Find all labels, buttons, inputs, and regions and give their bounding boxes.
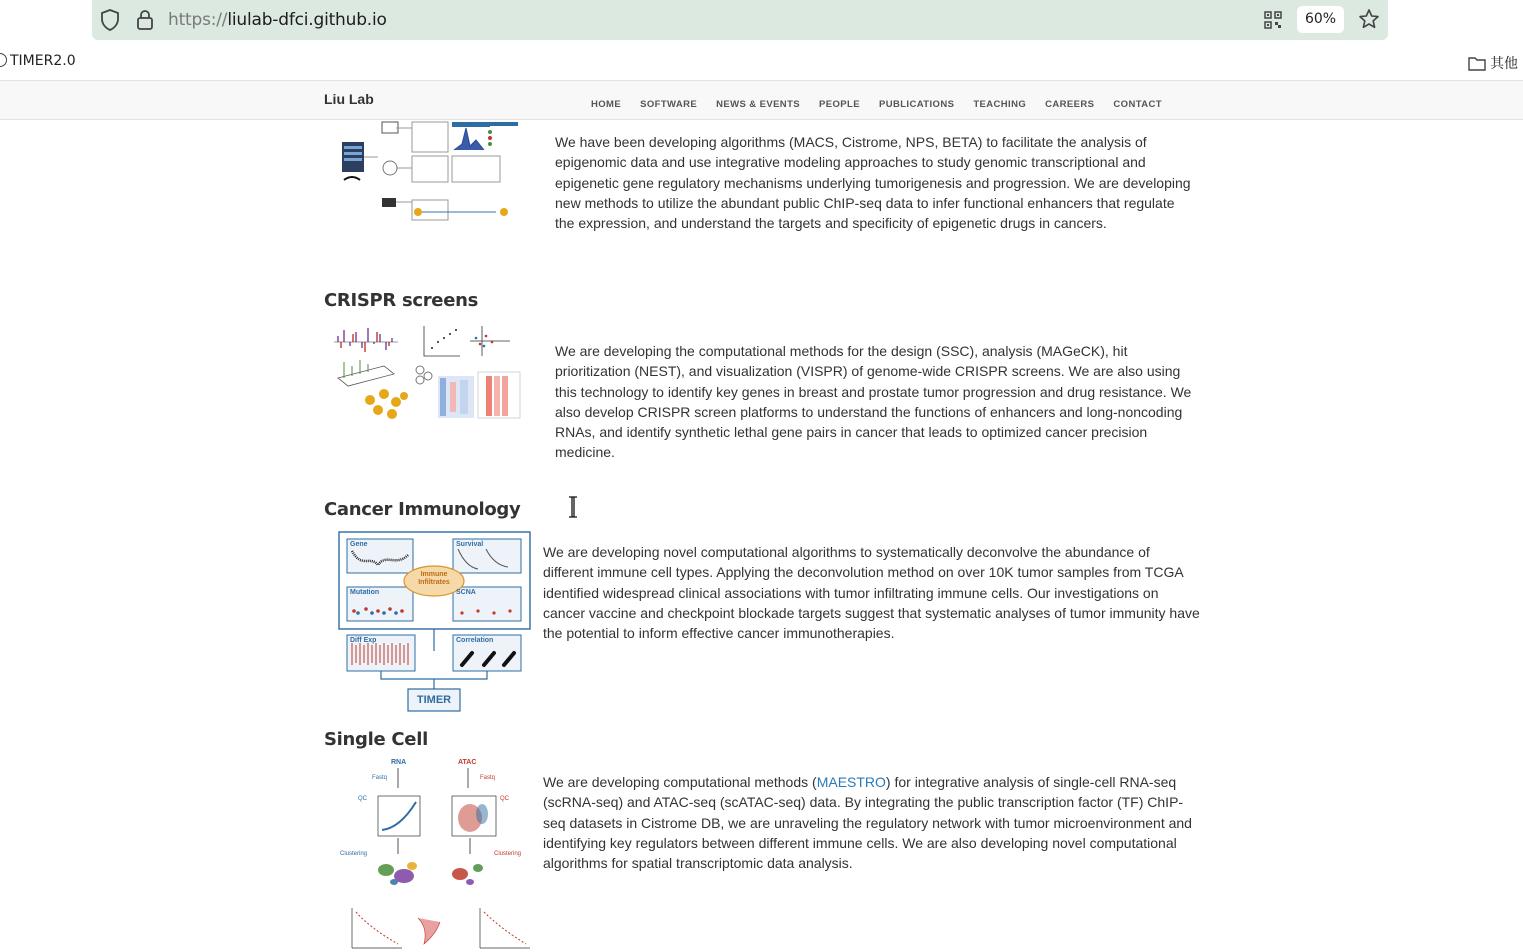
- nav-software[interactable]: SOFTWARE: [640, 99, 698, 110]
- browser-toolbar: [0, 0, 1523, 44]
- nav-links: [591, 94, 1162, 112]
- nav-people[interactable]: PEOPLE: [819, 99, 860, 110]
- center-label-line2: Infiltrates: [418, 579, 450, 586]
- crispr-heading: CRISPR screens: [324, 290, 479, 311]
- site-navbar: [0, 81, 1523, 120]
- bookmark-star-icon[interactable]: [1358, 8, 1380, 35]
- immunology-box-diffexp: Diff Exp: [350, 637, 377, 644]
- text-cursor-icon: [568, 496, 578, 518]
- bookmark-label: TIMER2.0: [10, 53, 76, 69]
- immunology-box-correlation: Correlation: [456, 637, 494, 644]
- crispr-text: We are developing the computational methods for the design (SSC), analysis (MAGeCK), hit prioritization (NEST), and visualization (VISPR) of genome-wide CRISPR screens. We are also using this technology to identify key genes in breast and prostate tumor progression and drug resistance. We also develop CRISPR screen platforms to understand the functions of enhancers and long-noncoding RNAs, and identify synthetic lethal gene pairs in cancer that leads to optimized cancer precision medicine.: [555, 343, 1192, 461]
- bookmark-label: 其他: [1490, 56, 1518, 72]
- qr-code-icon[interactable]: [1264, 11, 1282, 34]
- url-host: liulab-dfci.github.io: [227, 10, 387, 30]
- folder-icon: [1468, 56, 1486, 71]
- sc-qc-left: QC: [358, 796, 367, 802]
- immunology-box-survival: Survival: [456, 541, 484, 548]
- bookmarks-bar: [0, 44, 1523, 81]
- bookmark-other-folder[interactable]: [1468, 53, 1518, 73]
- nav-contact[interactable]: CONTACT: [1113, 99, 1162, 110]
- center-label-line1: Immune: [420, 571, 448, 578]
- singlecell-text-part1: We are developing computational methods (: [543, 774, 817, 790]
- immunology-box-gene: Gene: [350, 541, 368, 548]
- url-text[interactable]: [168, 10, 387, 30]
- sc-fastq-left: Fastq: [372, 775, 388, 781]
- nav-news-events[interactable]: NEWS & EVENTS: [716, 99, 801, 110]
- immunology-heading: Cancer Immunology: [324, 499, 521, 520]
- maestro-link[interactable]: MAESTRO: [816, 774, 886, 790]
- nav-teaching[interactable]: TEACHING: [973, 99, 1027, 110]
- address-bar[interactable]: [92, 0, 1388, 40]
- globe-icon: [0, 53, 7, 67]
- bookmark-timer[interactable]: [0, 53, 76, 69]
- nav-publications[interactable]: PUBLICATIONS: [878, 99, 955, 110]
- crispr-figure: [334, 322, 530, 422]
- site-brand[interactable]: Liu Lab: [324, 91, 374, 107]
- sc-clustering-right: Clustering: [494, 851, 522, 857]
- immunology-center-label: [404, 571, 464, 587]
- epigenomics-text: We have been developing algorithms (MACS, Cistrome, NPS, BETA) to facilitate the analysis of epigenomic data and use integrative modeling approaches to study genomic transcriptional and epigenetic gene regulatory mechanisms underlying tumorigenesis and progression. We are developing new methods to utilize the abundant public ChIP-seq data to infer functional enhancers that regulate the expression, and understand the targets and specificity of epigenetic drugs in cancers.: [555, 134, 1191, 232]
- immunology-figure: [338, 531, 532, 713]
- immunology-box-scna: SCNA: [456, 589, 476, 596]
- sc-atac-label: ATAC: [458, 759, 477, 766]
- zoom-level-badge[interactable]: 60%: [1297, 6, 1344, 33]
- immunology-text: We are developing novel computational algorithms to systematically deconvolve the abundance of different immune cell types. Applying the deconvolution method on over 10K tumor samples from TCGA identified widespread clinical associations with tumor infiltrating immune cells. Our investigations on cancer vaccine and checkpoint blockade targets suggest that systematic analyses of tumor immunity have the potential to inform effective cancer immunotherapies.: [543, 544, 1200, 642]
- sc-rna-label: RNA: [391, 759, 407, 766]
- nav-home[interactable]: HOME: [591, 99, 622, 110]
- immunology-timer-label: TIMER: [416, 694, 452, 706]
- shield-icon[interactable]: [100, 9, 120, 36]
- immunology-box-mutation: Mutation: [350, 589, 380, 596]
- sc-fastq-right: Fastq: [480, 775, 496, 781]
- singlecell-heading: Single Cell: [324, 729, 428, 750]
- lock-icon[interactable]: [136, 9, 154, 36]
- singlecell-text: [543, 772, 1203, 873]
- singlecell-text-part2: ) for integrative analysis of single-cell RNA-seq (scRNA-seq) and ATAC-seq (scATAC-seq) data. By integrating the public transcription factor (TF) ChIP-seq datasets in Cistrome DB, we are unraveling the regulatory network with tumor microenvironment and identifying key regulators between different immune cells. We are also developing novel computational algorithms for spatial transcriptomic data analysis.: [543, 774, 1192, 872]
- sc-qc-right: QC: [500, 796, 509, 802]
- sc-clustering-left: Clustering: [340, 851, 368, 857]
- singlecell-figure: [340, 758, 534, 952]
- epigenomics-figure: [334, 120, 530, 224]
- nav-careers[interactable]: CAREERS: [1045, 99, 1095, 110]
- url-scheme: https://: [168, 10, 228, 30]
